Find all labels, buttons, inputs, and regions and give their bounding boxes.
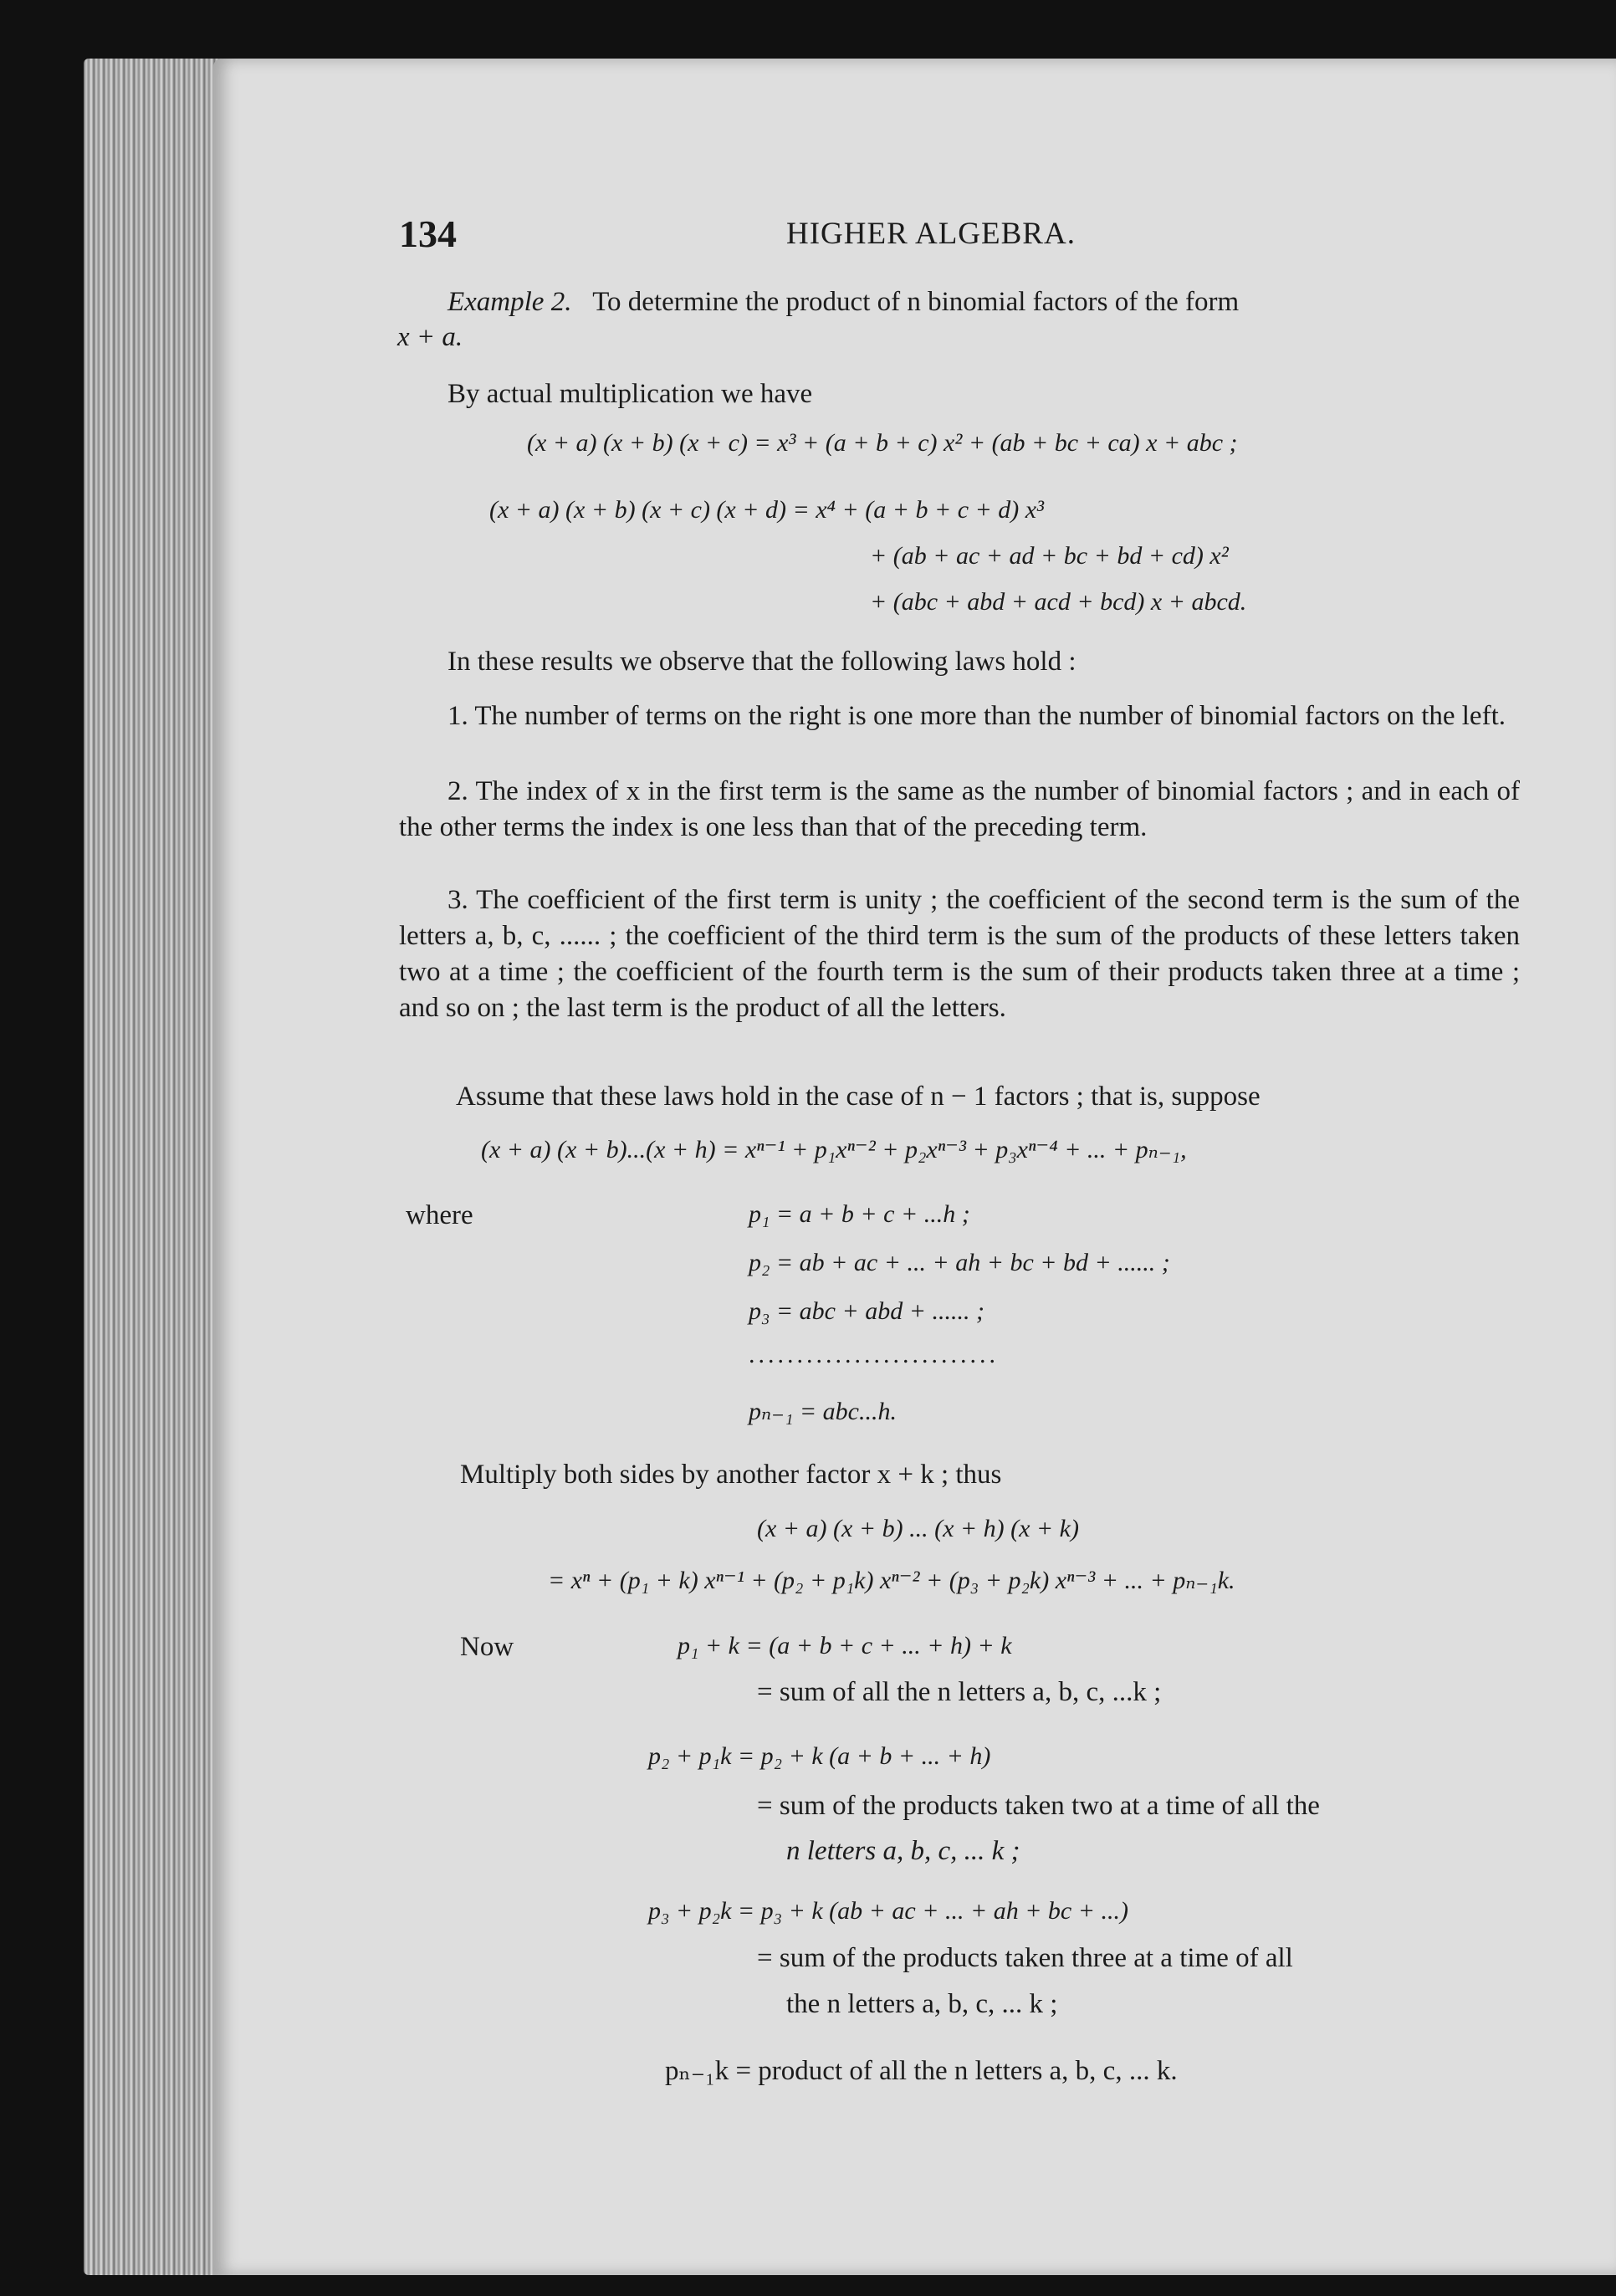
law-2: 2. The index of x in the first term is the same as the number of binomial factors ; and in each of the other terms the index is one less than that of the preceding term. (399, 776, 1520, 842)
now-b2: = sum of the products taken two at a time of all the (757, 1791, 1320, 1821)
equation-2-line-3: + (abc + abd + acd + bcd) x + abcd. (870, 588, 1247, 616)
page-stack-edge (84, 59, 234, 2275)
where-label: where (406, 1200, 473, 1230)
assume-line: Assume that these laws hold in the case of n − 1 factors ; that is, suppose (456, 1082, 1261, 1112)
law-3: 3. The coefficient of the first term is unity ; the coefficient of the second term is the sum of the letters a, b, c, ...... ; the coefficient of the third term is the sum of the products of these letters taken two at a time ; the coefficient of the fourth term is the sum of their products taken three at a time ; and so on ; the last term is the product of all the letters. (399, 885, 1520, 1023)
example-heading (447, 284, 1239, 320)
p2-definition: p₂ = ab + ac + ... + ah + bc + bd + ...... ; (749, 1249, 1170, 1276)
now-b1: p₂ + p₁k = p₂ + k (a + b + ... + h) (648, 1742, 991, 1770)
now-label: Now (460, 1632, 514, 1662)
law-1: 1. The number of terms on the right is one more than the number of binomial factors on the left. (447, 701, 1506, 731)
p1-definition: p₁ = a + b + c + ...h ; (749, 1200, 970, 1228)
book-page (213, 59, 1616, 2275)
multiply-line: Multiply both sides by another factor x + k ; thus (460, 1460, 1002, 1490)
example-text-cont: x + a. (397, 322, 463, 352)
now-b3: n letters a, b, c, ... k ; (786, 1836, 1020, 1866)
pn-definition: pₙ₋₁ = abc...h. (749, 1398, 897, 1425)
now-a2: = sum of all the n letters a, b, c, ...k ; (757, 1677, 1162, 1707)
equation-2-line-2: + (ab + ac + ad + bc + bd + cd) x² (870, 542, 1229, 570)
now-a1: p₁ + k = (a + b + c + ... + h) + k (678, 1632, 1012, 1659)
equation-3: (x + a) (x + b)...(x + h) = xⁿ⁻¹ + p₁xⁿ⁻² + p₂xⁿ⁻³ + p₃xⁿ⁻⁴ + ... + pₙ₋₁, (481, 1136, 1187, 1163)
equation-1: (x + a) (x + b) (x + c) = x³ + (a + b + c) x² + (ab + bc + ca) x + abc ; (527, 429, 1238, 457)
p3-definition: p₃ = abc + abd + ...... ; (749, 1297, 984, 1325)
equation-4-line-2: = xⁿ + (p₁ + k) xⁿ⁻¹ + (p₂ + p₁k) xⁿ⁻² + (p₃ + p₂k) xⁿ⁻³ + ... + pₙ₋₁k. (548, 1567, 1235, 1594)
now-c2: = sum of the products taken three at a time of all (757, 1943, 1293, 1973)
laws-intro: In these results we observe that the following laws hold : (447, 647, 1076, 677)
equation-2-line-1: (x + a) (x + b) (x + c) (x + d) = x⁴ + (a + b + c + d) x³ (489, 496, 1045, 524)
now-d1: pₙ₋₁k = product of all the n letters a, b, c, ... k. (665, 2056, 1178, 2086)
running-title: HIGHER ALGEBRA. (786, 217, 1076, 251)
ellipsis-row: .......................... (749, 1341, 999, 1368)
now-c1: p₃ + p₂k = p₃ + k (ab + ac + ... + ah + bc + ...) (648, 1897, 1128, 1925)
equation-4-line-1: (x + a) (x + b) ... (x + h) (x + k) (757, 1515, 1079, 1542)
example-text: To determine the product of n binomial factors of the form (592, 287, 1240, 317)
now-c3: the n letters a, b, c, ... k ; (786, 1989, 1058, 2019)
page-number: 134 (399, 212, 457, 255)
example-label: Example 2. (447, 287, 572, 317)
intro-line: By actual multiplication we have (447, 379, 813, 409)
